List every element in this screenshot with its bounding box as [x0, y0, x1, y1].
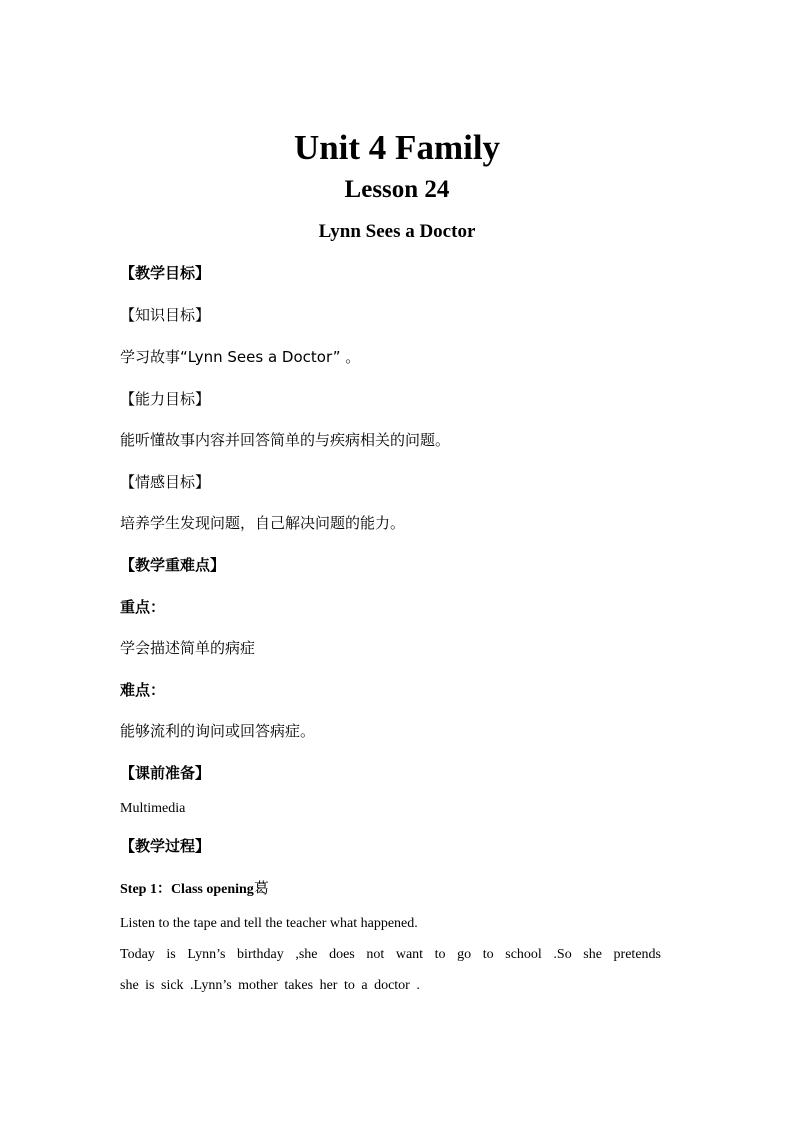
section-ability-objective: 【能力目标】 [120, 390, 211, 408]
lesson-title: Lesson 24 [344, 176, 450, 203]
section-knowledge-objective: 【知识目标】 [120, 306, 211, 324]
section-teaching-objectives: 【教学目标】 [120, 264, 211, 282]
difficult-point-label: 难点： [120, 681, 166, 699]
section-emotion-objective: 【情感目标】 [120, 473, 211, 491]
document-title: Unit 4 Family [293, 128, 501, 167]
step-1-label: Step 1：Class opening [120, 882, 254, 897]
section-teaching-process: 【教学过程】 [120, 837, 211, 855]
key-point-text: 学会描述简单的病症 [120, 639, 256, 657]
knowledge-objective-text: 学习故事“Lynn Sees a Doctor” 。 [120, 348, 361, 366]
difficult-point-text: 能够流利的询问或回答病症。 [120, 722, 316, 740]
ability-objective-text: 能听懂故事内容并回答简单的与疾病相关的问题。 [120, 431, 451, 449]
story-paragraph-line-1: Today is Lynn’s birthday ,she does not want to go to school .So she pretends [120, 947, 661, 962]
preparation-text: Multimedia [120, 801, 186, 816]
section-key-difficult-points: 【教学重难点】 [120, 556, 226, 574]
key-point-label: 重点： [120, 598, 166, 616]
story-paragraph-line-2: she is sick .Lynn’s mother takes her to a doctor . [120, 978, 420, 993]
step-1-heading [120, 878, 269, 900]
step-1-mark: 葛 [253, 879, 269, 897]
emotion-objective-text: 培养学生发现问题，自己解决问题的能力。 [120, 514, 406, 532]
story-title: Lynn Sees a Doctor [318, 221, 476, 242]
section-preparation: 【课前准备】 [120, 764, 211, 782]
step-1-instruction: Listen to the tape and tell the teacher what happened. [120, 916, 418, 931]
